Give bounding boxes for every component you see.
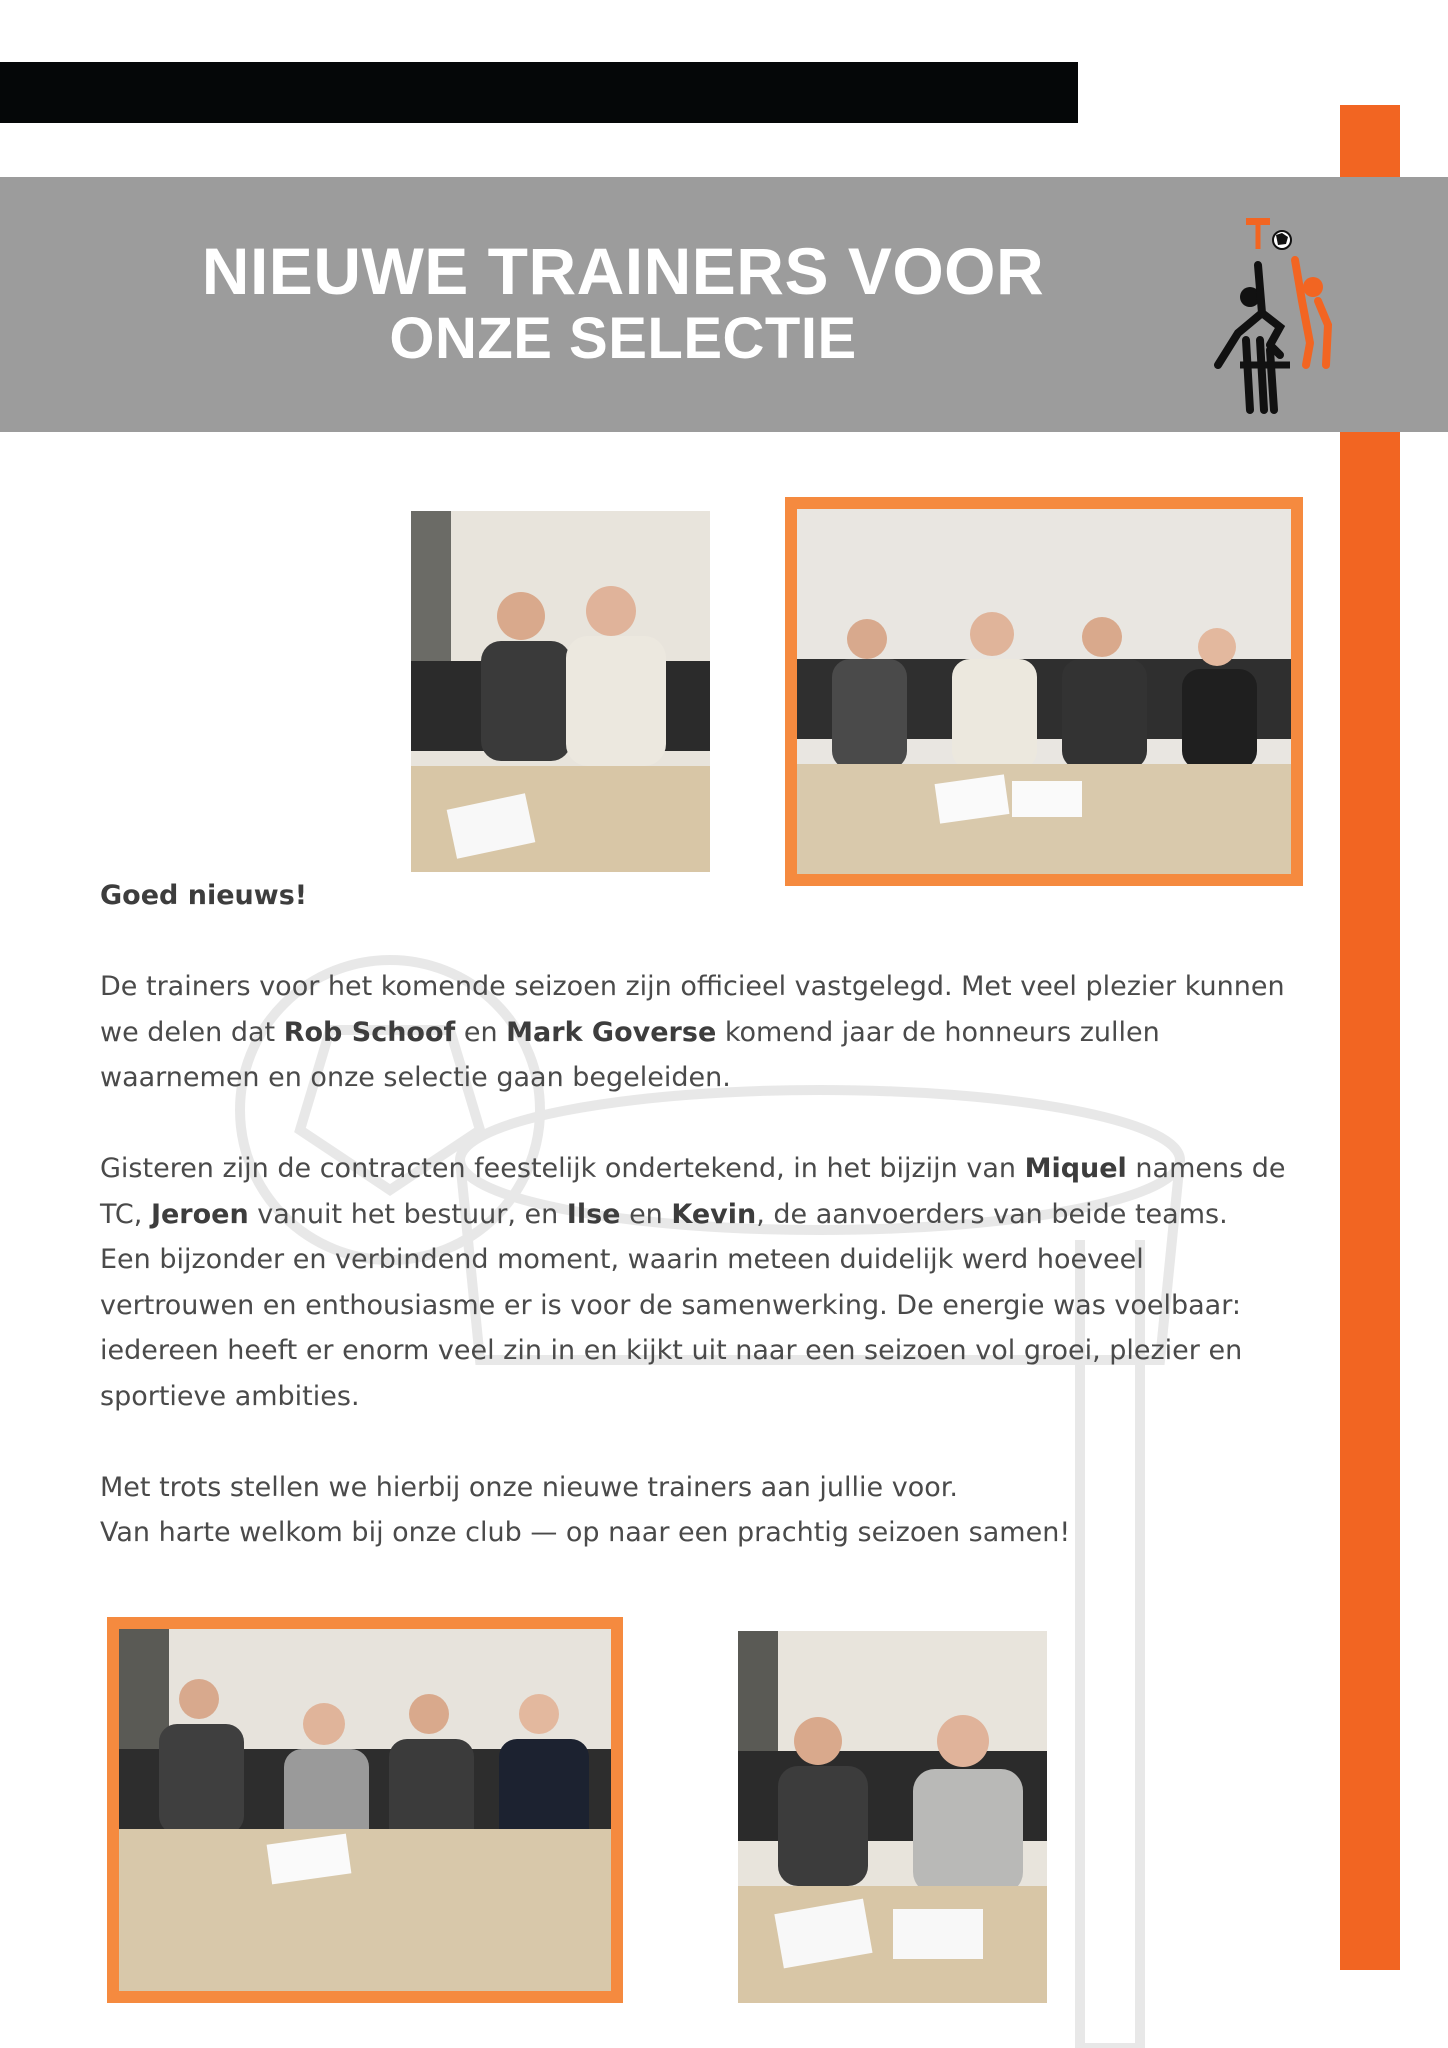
page-title-line-1: NIEUWE TRAINERS VOOR (201, 234, 1045, 308)
person-name: Jeroen (150, 1198, 249, 1230)
text-span: Gisteren zijn de contracten feestelijk ondertekend, in het bijzijn van (100, 1153, 1025, 1184)
person-name: Kevin (671, 1198, 757, 1230)
photo-signing-group-1 (785, 497, 1303, 886)
club-logo-players-icon (1210, 215, 1340, 420)
trainer-name: Mark Goverse (506, 1016, 717, 1048)
person-name: Ilse (566, 1198, 621, 1230)
photo-handshake-2 (738, 1631, 1047, 2003)
person-name: Miquel (1024, 1153, 1127, 1184)
text-span: vanuit het bestuur, en (248, 1198, 567, 1230)
photo-signing-group-2 (107, 1617, 623, 2003)
text-span: en (455, 1016, 507, 1048)
text-span: Een bijzonder en verbindend moment, waarin meteen duidelijk werd hoeveel vertrouwen en enthousiasme er is voor de samenwerking. De energie was voelbaar: iedereen heeft er enorm veel zin in en kijkt uit naar een seizoen vol groei, plezier en sportieve ambities. (100, 1244, 1243, 1412)
text-span: De trainers voor het komende seizoen zijn officieel vastgelegd. Met veel plezier kunnen we delen dat (100, 971, 1285, 1048)
text-span: Van harte welkom bij onze club — op naar een prachtig seizoen samen! (100, 1517, 1071, 1548)
text-span: , de aanvoerders van beide teams. (756, 1198, 1228, 1230)
page-title-line-2: ONZE SELECTIE (389, 306, 857, 371)
article-body (100, 873, 1300, 1601)
photo-handshake-1 (411, 511, 710, 872)
text-span: komend jaar de honneurs zullen waarnemen en onze selectie gaan begeleiden. (100, 1016, 1160, 1093)
text-span: Met trots stellen we hierbij onze nieuwe trainers aan jullie voor. (100, 1471, 958, 1503)
trainer-name: Rob Schoof (283, 1016, 456, 1048)
article-paragraph-2 (100, 1146, 1300, 1419)
top-decorative-bar (0, 62, 1078, 123)
article-paragraph-1 (100, 964, 1300, 1101)
text-span: namens de TC, (100, 1153, 1286, 1230)
article-paragraph-3 (100, 1465, 1300, 1556)
text-span: en (620, 1198, 672, 1230)
article-heading: Goed nieuws! (100, 880, 308, 911)
